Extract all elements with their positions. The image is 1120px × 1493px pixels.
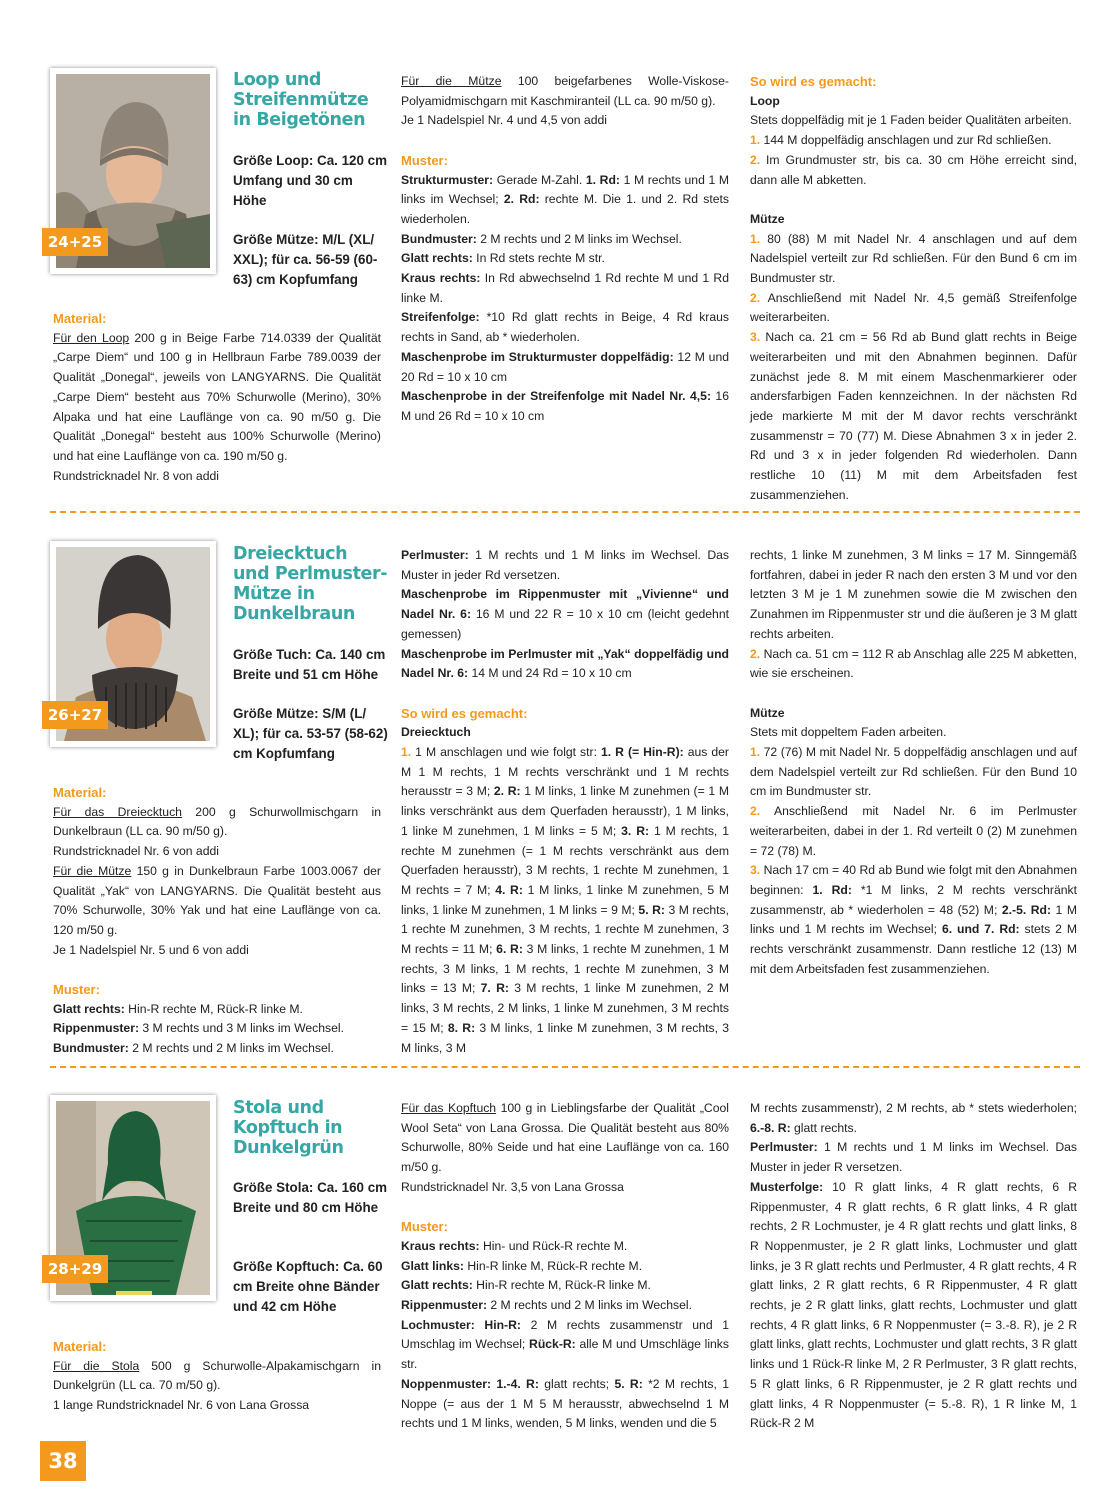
instruction-step: 2. Anschließend mit Nadel Nr. 6 im Perlmuster weiterarbeiten, dabei in der 1. Rd verteilt 0 (2) M zunehmen = 72 (78) M. — [750, 804, 1077, 858]
pattern-item: Perlmuster: 1 M rechts und 1 M links im Wechsel. Das Muster in jeder Rd versetzen. — [401, 548, 729, 582]
material-needle: 1 lange Rundstricknadel Nr. 6 von Lana Grossa — [53, 1398, 310, 1413]
material-text — [53, 329, 381, 467]
pattern-item: Lochmuster: Hin-R: 2 M rechts zusammenstr und 1 Umschlag im Wechsel; Rück-R: alle M und Umschläge links str. — [401, 1317, 729, 1372]
how-heading: So wird es gemacht: — [401, 705, 528, 721]
material-heading: Material: — [53, 1339, 107, 1354]
instruction-step: 1. 1 M anschlagen und wie folgt str: 1. R (= Hin-R): aus der M 1 M rechts, 1 M rechts verschränkt und 1 M rechts herausstr = 3 M; 2. R: 1 M links, 1 linke M zunehmen (= 1 M links verschränkt aus dem Querfaden herausstr), 1 M links, 1 linke M zunehmen, 1 M links = 5 M; 3. R: 1 M rechts, 1 rechte M zunehmen (= 1 M rechts verschränkt aus dem Querfaden herausstr), 3 M rechts, 1 rechte M zunehmen, 1 M rechts = 7 M; 4. R: 1 M links, 1 linke M zunehmen, 5 M links, 1 linke M zunehmen, 1 M links = 9 M; 5. R: 3 M rechts, 1 rechte M zunehmen, 3 M rechts, 1 rechte M zunehmen, 3 M rechts = 11 M; 6. R: 3 M links, 1 rechte M zunehmen, 1 M rechts, 3 M links, 1 M rechts, 1 rechte M zunehmen, 3 M links = 13 M; 7. R: 3 M rechts, 1 linke M zunehmen, 2 M links, 3 M rechts, 2 M links, 1 linke M zunehmen, 3 M rechts = 15 M; 8. R: 3 M links, 1 linke M zunehmen, 3 M rechts, 3 M links, 3 M — [401, 745, 730, 1055]
section-title: Loop und Streifenmütze in Beigetönen — [233, 70, 369, 130]
pattern-item: Noppenmuster: 1.-4. R: glatt rechts; 5. R: *2 M rechts, 1 Noppe (= aus der 1 M 5 M herausstr, abwechselnd 1 M rechts und 1 M links, wenden, 5 M links, wenden und die 5 — [401, 1376, 729, 1431]
pattern-item: Rippenmuster: 2 M rechts und 2 M links im Wechsel. — [401, 1298, 692, 1313]
material-underline: Für das Dreiecktuch — [53, 804, 182, 819]
continued-text: 3 M links, 1 linke M zunehmen, 3 M rechts, 3 M links, 3 M — [401, 1020, 729, 1055]
material-column — [53, 309, 381, 486]
material-body: 150 g in Dunkelbraun Farbe 1003.0067 der Qualität „Yak“ von LANGYARNS. Die Qualität besteht aus 70% Schurwolle, 30% Yak und hat eine Lauflänge von ca. 120 m/50 g. — [53, 863, 381, 937]
pattern-item: Rippenmuster: 3 M rechts und 3 M links im Wechsel. — [53, 1021, 344, 1036]
subheading-muetze: Mütze — [750, 211, 785, 226]
pattern-item: Perlmuster: 1 M rechts und 1 M links im Wechsel. Das Muster in jeder R versetzen. — [750, 1140, 1077, 1175]
size-stola: Größe Stola: Ca. 160 cm Breite und 80 cm Höhe — [233, 1180, 388, 1215]
material-underline: Für die Mütze — [53, 863, 132, 878]
pattern-item: Glatt rechts: In Rd stets rechte M str. — [401, 251, 605, 266]
pattern-column — [401, 72, 729, 427]
material-needle: Rundstricknadel Nr. 3,5 von Lana Grossa — [401, 1179, 624, 1194]
pattern-item: Glatt links: Hin-R linke M, Rück-R rechte M. — [401, 1258, 643, 1273]
subheading-loop: Loop — [750, 93, 780, 108]
pattern-continued: M rechts zusammenstr), 2 M rechts, ab * stets wiederholen; 6.-8. R: glatt rechts. — [750, 1101, 1077, 1135]
material-text — [53, 862, 381, 941]
size-muetze: Größe Mütze: M/L (XL/ XXL); für ca. 56-59 (60-63) cm Kopfumfang — [233, 232, 378, 287]
material-body: 200 g in Beige Farbe 714.0339 der Qualität „Carpe Diem“ und 100 g in Hellbraun Farbe 789.0039 der Qualität „Donegal“, jeweils von LANGYARNS. Die Qualität „Carpe Diem“ besteht aus 70% Schurwolle (Merino), 30% Alpaka und hat eine Lauflänge von ca. 90 m/50 g. Die Qualität „Donegal“ besteht aus 100% Schurwolle (Merino) und hat eine Lauflänge von ca. 190 m/50 g. — [53, 330, 381, 463]
instruction-step: 2. Nach ca. 51 cm = 112 R ab Anschlag alle 225 M abketten, wie sie erscheinen. — [750, 646, 1077, 681]
pattern-item: Bundmuster: 2 M rechts und 2 M links im Wechsel. — [53, 1041, 334, 1056]
material-muetze — [401, 72, 729, 111]
instruction-step: 3. Nach 17 cm = 40 Rd ab Bund wie folgt mit den Abnahmen beginnen: 1. Rd: *1 M links, 2 M rechts verschränkt zusammenstr, ab * wiederholen = 48 (52) M; 2.-5. Rd: 1 M links und 1 M rechts im Wechsel; 6. und 7. Rd: stets 2 M rechts verschränkt zusammenstr. Dann restliche 12 (13) M mit dem Arbeitsfaden fest zusammenziehen. — [750, 863, 1078, 976]
material-body: 500 g Schurwolle-Alpakamischgarn in Dunkelgrün (LL ca. 70 m/50 g). — [53, 1358, 381, 1393]
pattern-item: Streifenfolge: *10 Rd glatt rechts in Beige, 4 Rd kraus rechts in Sand, ab * wiederholen. — [401, 310, 729, 345]
pattern-item: Kraus rechts: In Rd abwechselnd 1 Rd rechte M und 1 Rd linke M. — [401, 271, 729, 305]
pattern-item: Musterfolge: 10 R glatt links, 4 R glatt rechts, 6 R Rippenmuster, 4 R glatt rechts, 6 R glatt links, 4 R glatt rechts, 2 R Lochmuster, je 4 R glatt rechts und glatt links, 8 R Noppenmuster, je 2 R glatt links, Lochmuster und glatt links, je 3 R glatt rechts und Perlmuster, 4 R glatt rechts, 4 R glatt links, 2 R glatt rechts, 6 R Rippenmuster, 4 R glatt rechts, je 2 R glatt links, glatt rechts, Lochmuster und glatt rechts, 4 R glatt links, 6 R Noppenmuster (= 3.-8. R), je 2 R glatt links, glatt rechts, Lochmuster und glatt rechts, 3 R glatt links und 1 Rück-R linke M, 2 R Perlmuster, 3 R glatt rechts, 5 R glatt links, 6 R Rippenmuster, je 2 R glatt rechts und glatt links, 4 R Noppenmuster (= 5.-8. R), 1 R linke M, 1 Rück-R 2 M — [750, 1179, 1077, 1431]
muster-heading: Muster: — [401, 1219, 448, 1235]
material-heading: Material: — [53, 311, 107, 326]
section-title: Dreiecktuch und Perlmuster-Mütze in Dunkelbraun — [233, 544, 388, 624]
pattern-number-badge: 28+29 — [42, 1255, 108, 1283]
material-body: 100 beigefarbenes Wolle-Viskose-Polyamidmischgarn mit Kaschmiranteil (LL ca. 90 m/50 g). — [401, 74, 729, 108]
section-title: Stola und Kopftuch in Dunkelgrün — [233, 1098, 344, 1158]
material-underline: Für die Stola — [53, 1358, 140, 1373]
instruction-step: 1. 80 (88) M mit Nadel Nr. 4 anschlagen und auf dem Nadelspiel verteilt zur Rd schließen. Für den Bund 6 cm im Bundmuster str. — [750, 231, 1077, 286]
material-needle: Rundstricknadel Nr. 6 von addi — [53, 844, 219, 859]
material-column — [53, 1337, 381, 1416]
pattern-item: Maschenprobe in der Streifenfolge mit Nadel Nr. 4,5: 16 M und 26 Rd = 10 x 10 cm — [401, 389, 729, 423]
instruction-step: 2. Anschließend mit Nadel Nr. 4,5 gemäß Streifenfolge weiterarbeiten. — [750, 290, 1077, 325]
material-needle: Rundstricknadel Nr. 8 von addi — [53, 468, 219, 483]
material-heading: Material: — [53, 785, 107, 800]
pattern-number-badge: 26+27 — [42, 701, 108, 729]
section-divider — [50, 1066, 1080, 1068]
subheading-dreiecktuch: Dreiecktuch — [401, 725, 471, 740]
pattern-column — [401, 546, 729, 1058]
instruction-intro: Stets doppelfädig mit je 1 Faden beider Qualitäten arbeiten. — [750, 113, 1072, 128]
material-body: 200 g Schurwollmischgarn in Dunkelbraun (LL ca. 90 m/50 g). — [53, 804, 381, 839]
instructions-column — [750, 72, 1077, 505]
how-heading: So wird es gemacht: — [750, 74, 877, 89]
muster-heading: Muster: — [401, 152, 448, 168]
instruction-step: 1. 72 (76) M mit Nadel Nr. 5 doppelfädig anschlagen und auf dem Nadelspiel verteilt zur Rd schließen. Für den Bund 10 cm im Bundmuster str. — [750, 745, 1077, 799]
material-kopftuch — [401, 1099, 729, 1178]
pattern-item: Maschenprobe im Strukturmuster doppelfädig: 12 M und 20 Rd = 10 x 10 cm — [401, 349, 729, 384]
instruction-step: 3. Nach ca. 21 cm = 56 Rd ab Bund glatt rechts in Beige weiterarbeiten und mit den Abnahmen beginnen. Dafür zunächst jede 8. M mit einem Maschenmarkierer oder andersfarbigen Faden kennzeichnen. In der nächsten Rd jede markierte M mit der M davor rechts verschränkt zusammenstr = 70 (77) M. Diese Abnahmen 3 x in jeder 2. Rd und 3 x in jeder folgenden Rd wiederholen. Dann restliche 10 (11) M mit dem Arbeitsfaden fest zusammenziehen. — [750, 330, 1077, 502]
material-column — [53, 783, 381, 1059]
subheading-muetze: Mütze — [750, 705, 785, 720]
material-text — [53, 1357, 381, 1396]
instruction-continued: rechts, 1 linke M zunehmen, 3 M links = 17 M. Sinngemäß fortfahren, dabei in jeder R nach den ersten 3 M und vor den letzten 3 M je 1 M zunehmen sowie die M zwischen den Zunahmen im Rippenmuster str und die äußeren je 3 M glatt rechts arbeiten. — [750, 548, 1077, 641]
size-kopftuch: Größe Kopftuch: Ca. 60 cm Breite ohne Bänder und 42 cm Höhe — [233, 1259, 383, 1314]
pattern-number-badge: 24+25 — [42, 228, 108, 256]
material-underline: Für den Loop — [53, 330, 130, 345]
material-body: 100 g in Lieblingsfarbe der Qualität „Cool Wool Seta“ von Lana Grossa. Die Qualität besteht aus 80% Schurwolle, 80% Seide und hat eine Lauflänge von ca. 160 m/50 g. — [401, 1101, 729, 1175]
instruction-step: 1. 144 M doppelfädig anschlagen und zur Rd schließen. — [750, 133, 1052, 148]
pattern-item: Glatt rechts: Hin-R rechte M, Rück-R linke M. — [401, 1278, 651, 1293]
pattern-item: Strukturmuster: Gerade M-Zahl. 1. Rd: 1 M rechts und 1 M links im Wechsel; 2. Rd: rechte M. Die 1. und 2. Rd stets wiederholen. — [401, 172, 729, 226]
size-tuch: Größe Tuch: Ca. 140 cm Breite und 51 cm Höhe — [233, 647, 386, 682]
muster-heading: Muster: — [53, 982, 100, 998]
instructions-column — [750, 546, 1077, 979]
instruction-step: 2. Im Grundmuster str, bis ca. 30 cm Höhe erreicht sind, dann alle M abketten. — [750, 152, 1077, 187]
material-needle: Je 1 Nadelspiel Nr. 5 und 6 von addi — [53, 942, 249, 957]
pattern-item: Maschenprobe im Perlmuster mit „Yak“ doppelfädig und Nadel Nr. 6: 14 M und 24 Rd = 10 x 10 cm — [401, 646, 729, 681]
section-divider — [50, 511, 1080, 513]
material-text — [53, 803, 381, 842]
pattern-item: Maschenprobe im Rippenmuster mit „Vivienne“ und Nadel Nr. 6: 16 M und 22 R = 10 x 10 cm (leicht gedehnt gemessen) — [401, 587, 729, 641]
material-underline: Für die Mütze — [401, 74, 502, 88]
instructions-column — [750, 1099, 1077, 1434]
pattern-item: Glatt rechts: Hin-R rechte M, Rück-R linke M. — [53, 1001, 303, 1016]
product-photo-loop — [47, 68, 216, 274]
pattern-item: Kraus rechts: Hin- und Rück-R rechte M. — [401, 1238, 628, 1253]
size-muetze: Größe Mütze: S/M (L/ XL); für ca. 53-57 (58-62) cm Kopfumfang — [233, 706, 388, 761]
page-number: 38 — [40, 1441, 86, 1481]
material-underline: Für das Kopftuch — [401, 1101, 497, 1115]
pattern-item: Bundmuster: 2 M rechts und 2 M links im Wechsel. — [401, 231, 682, 246]
product-photo-dreiecktuch — [47, 541, 216, 747]
size-loop: Größe Loop: Ca. 120 cm Umfang und 30 cm Höhe — [233, 153, 388, 208]
pattern-column — [401, 1099, 729, 1434]
product-photo-stola — [47, 1095, 216, 1301]
material-needle: Je 1 Nadelspiel Nr. 4 und 4,5 von addi — [401, 113, 607, 128]
instruction-intro: Stets mit doppeltem Faden arbeiten. — [750, 725, 947, 740]
